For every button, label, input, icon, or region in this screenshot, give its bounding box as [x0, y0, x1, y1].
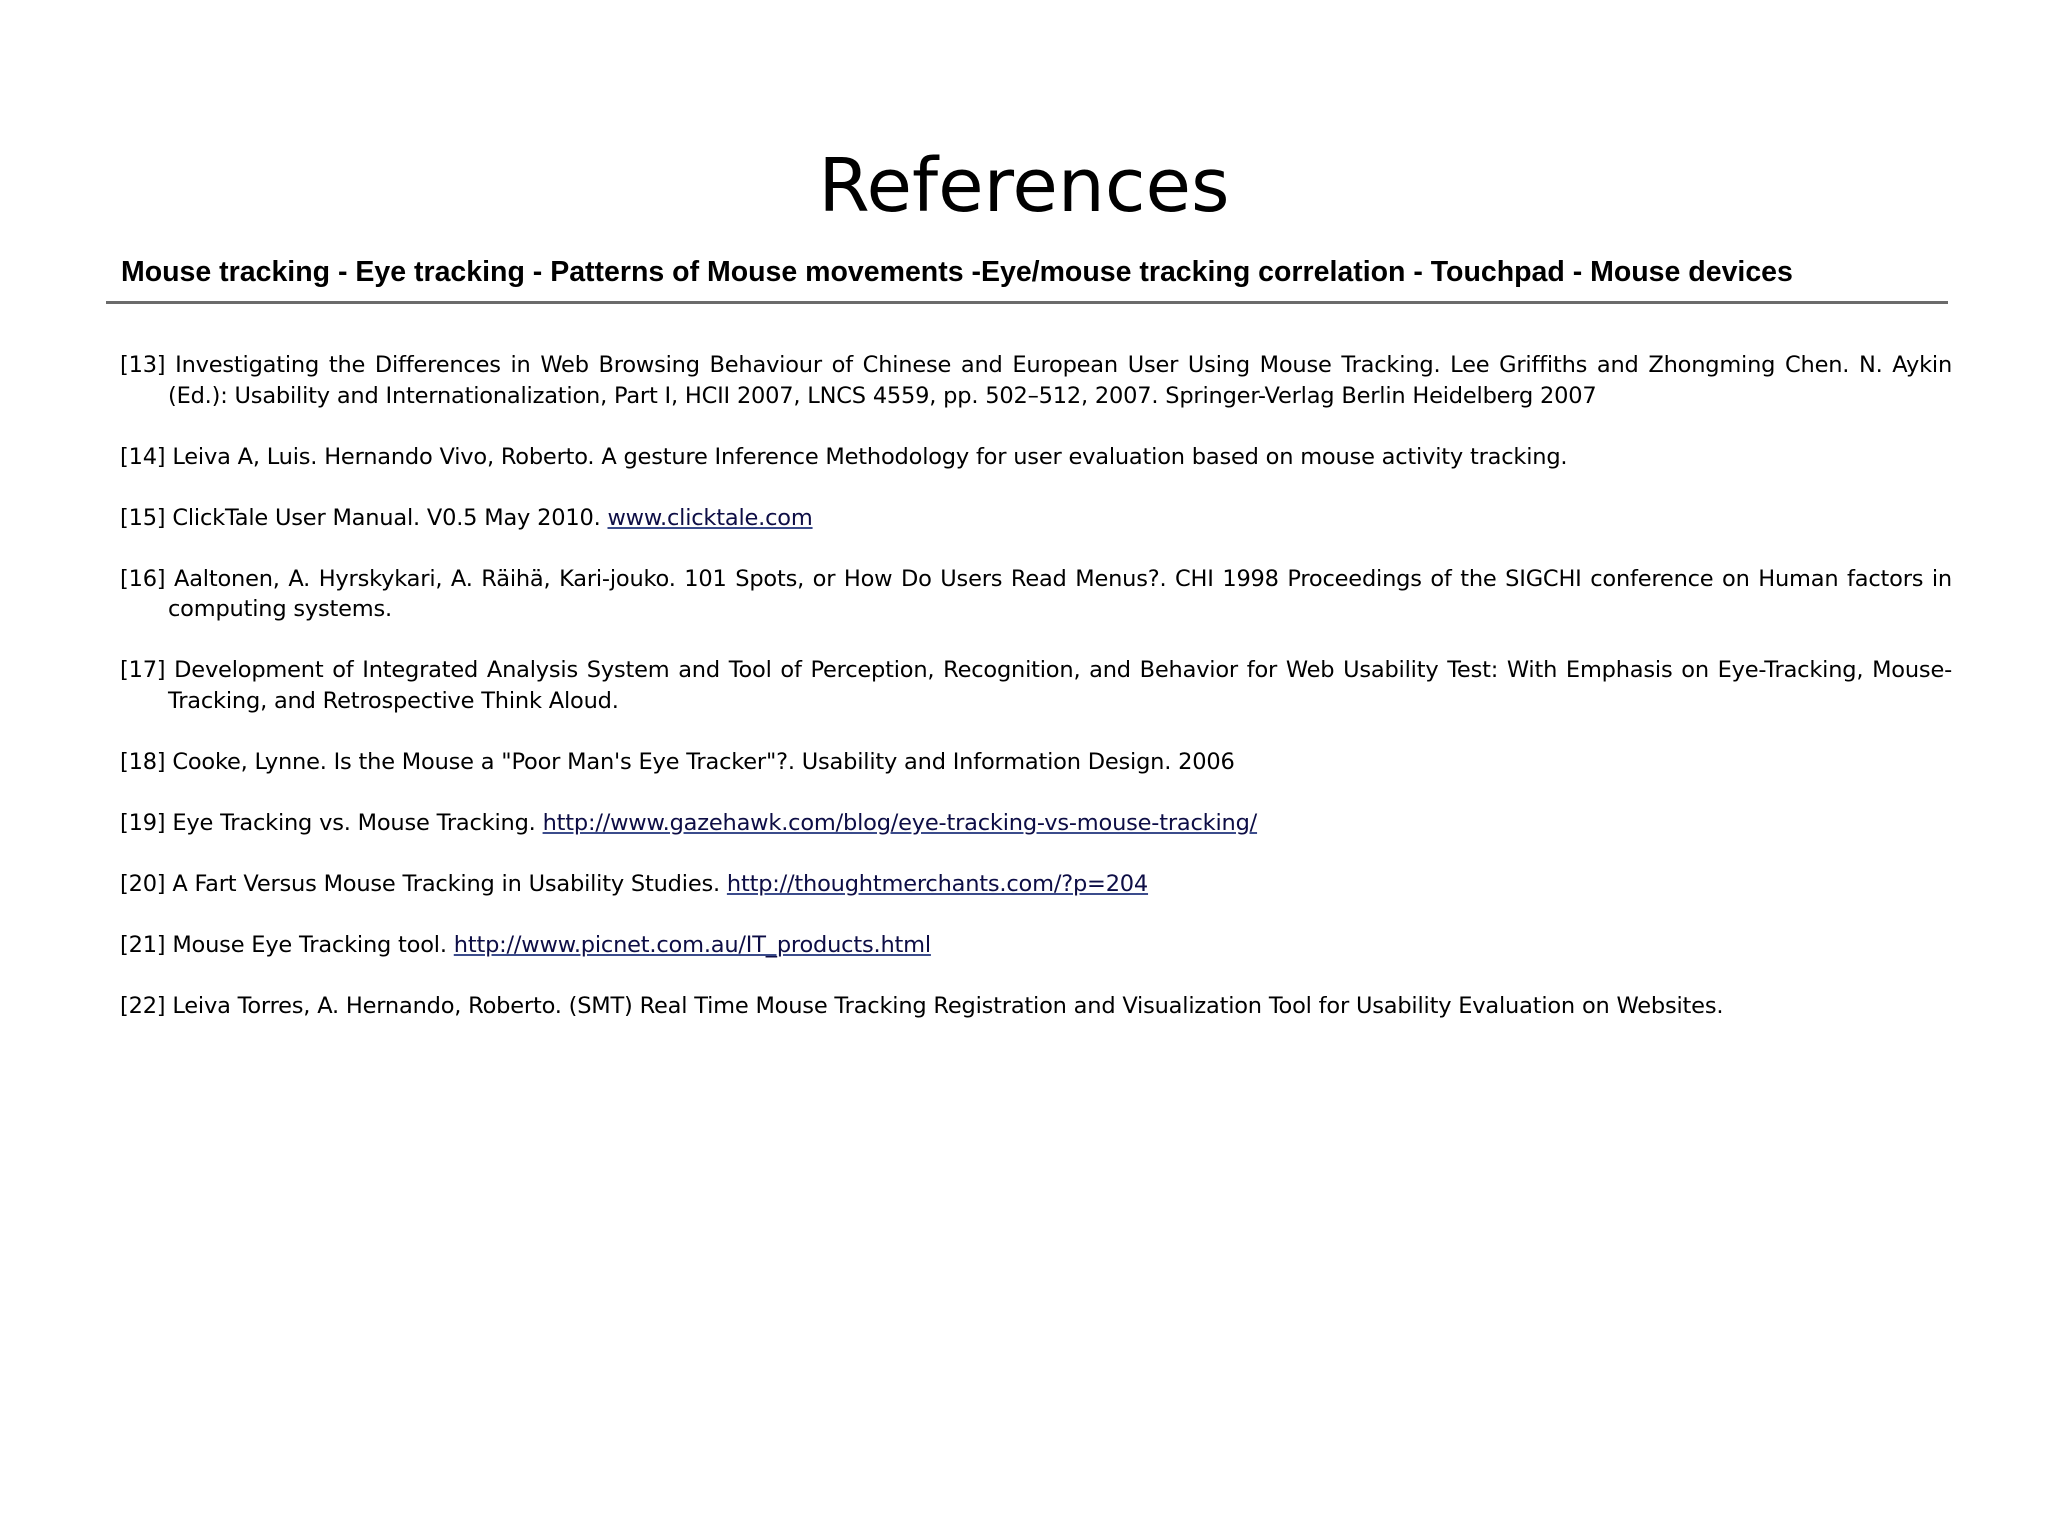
reference-item	[120, 564, 1952, 625]
reference-text: Cooke, Lynne. Is the Mouse a "Poor Man's Eye Tracker"?. Usability and Information Design. 2006	[172, 748, 1235, 775]
reference-item	[120, 808, 1952, 839]
reference-id: [13]	[120, 352, 166, 378]
reference-link-clicktale[interactable]: www.clicktale.com	[607, 504, 813, 531]
reference-id: [15]	[120, 504, 166, 531]
reference-text: Mouse Eye Tracking tool.	[172, 931, 454, 958]
reference-text: Leiva Torres, A. Hernando, Roberto. (SMT) Real Time Mouse Tracking Registration and Visualization Tool for Usability Evaluation on Websites.	[172, 992, 1724, 1019]
reference-text: A Fart Versus Mouse Tracking in Usability Studies.	[172, 870, 727, 897]
reference-item	[120, 869, 1952, 900]
reference-text: ClickTale User Manual. V0.5 May 2010.	[172, 504, 608, 531]
reference-id: [14]	[120, 443, 166, 470]
reference-item	[120, 655, 1952, 716]
reference-link-picnet[interactable]: http://www.picnet.com.au/IT_products.html	[453, 931, 931, 958]
reference-id: [18]	[120, 748, 166, 775]
slide-subtitle: Mouse tracking - Eye tracking - Patterns of Mouse movements -Eye/mouse tracking correlation - Touchpad - Mouse devices	[121, 256, 1793, 288]
reference-link-thoughtmerchants[interactable]: http://thoughtmerchants.com/?p=204	[726, 870, 1149, 897]
reference-item	[120, 930, 1952, 961]
reference-text: Investigating the Differences in Web Browsing Behaviour of Chinese and European User Using Mouse Tracking. Lee Griffiths and Zhongming Chen. N. Aykin (Ed.): Usability and Internationalization, Part I, HCII 2007, LNCS 4559, pp. 502–512, 2007. Springer-Verlag Berlin Heidelberg 2007	[168, 352, 1953, 409]
slide-title: References	[818, 143, 1230, 229]
reference-text: Leiva A, Luis. Hernando Vivo, Roberto. A gesture Inference Methodology for user evaluation based on mouse activity tracking.	[172, 443, 1568, 470]
reference-item	[120, 442, 1952, 473]
reference-item	[120, 350, 1952, 411]
reference-id: [16]	[120, 565, 166, 592]
divider-line	[106, 301, 1948, 304]
reference-list	[120, 350, 1952, 1052]
reference-id: [22]	[120, 992, 166, 1019]
reference-id: [20]	[120, 870, 166, 897]
reference-id: [19]	[120, 809, 166, 836]
reference-item	[120, 991, 1952, 1022]
reference-item	[120, 503, 1952, 534]
reference-link-gazehawk[interactable]: http://www.gazehawk.com/blog/eye-tracking-vs-mouse-tracking/	[542, 809, 1258, 836]
reference-item	[120, 747, 1952, 778]
reference-id: [21]	[120, 931, 166, 958]
reference-id: [17]	[120, 657, 166, 683]
reference-text: Aaltonen, A. Hyrskykari, A. Räihä, Kari-jouko. 101 Spots, or How Do Users Read Menus?. CHI 1998 Proceedings of the SIGCHI conference on Human factors in computing systems.	[168, 565, 1952, 622]
reference-text: Development of Integrated Analysis System and Tool of Perception, Recognition, and Behavior for Web Usability Test: With Emphasis on Eye-Tracking, Mouse-Tracking, and Retrospective Think Aloud.	[168, 657, 1952, 714]
reference-text: Eye Tracking vs. Mouse Tracking.	[172, 809, 543, 836]
